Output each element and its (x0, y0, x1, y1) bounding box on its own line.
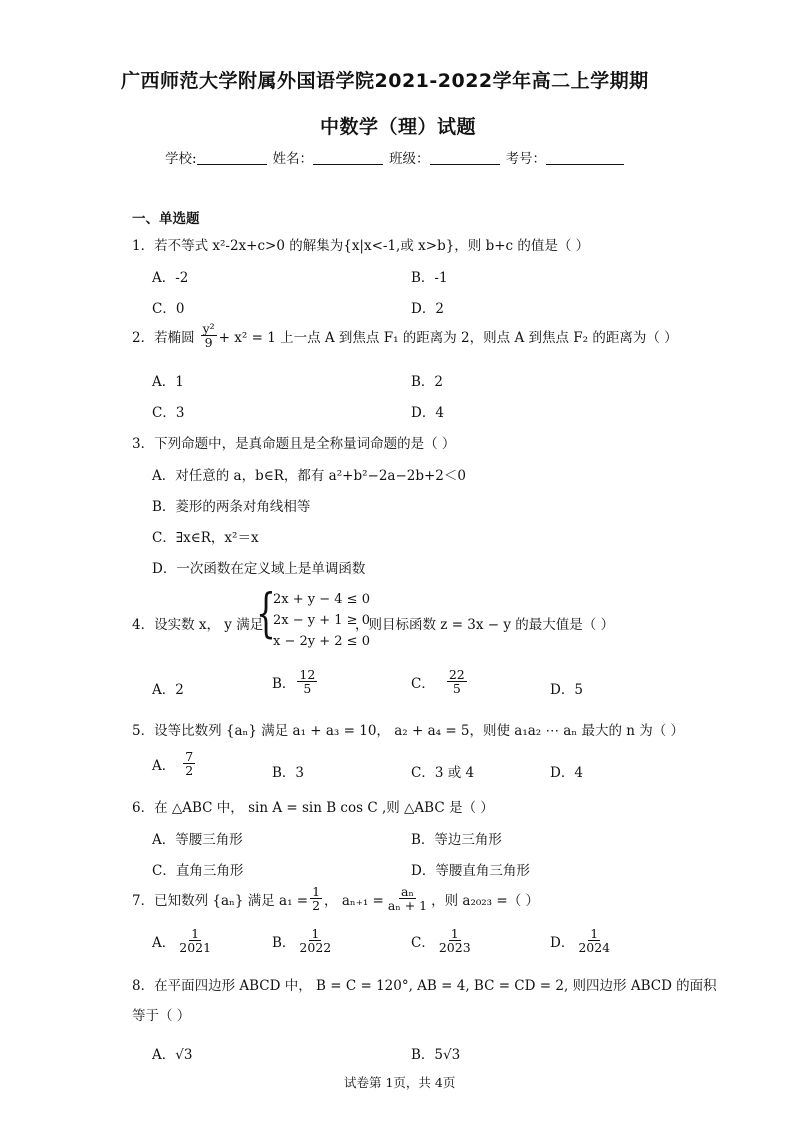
question-2-option-b: B．2 (411, 374, 444, 390)
question-7-suffix: ，则 a₂₀₂₃ =（ ） (431, 892, 539, 909)
question-1-option-c: C．0 (152, 301, 185, 317)
question-1-option-d: D．2 (411, 301, 444, 317)
recurrence-fraction (386, 885, 429, 912)
question-2-option-d: D．4 (411, 405, 444, 421)
question-8-stem-line2: 等于（ ） (132, 1008, 191, 1024)
class-blank (430, 152, 500, 165)
q4b-numerator: 12 (299, 667, 316, 682)
question-2-suffix: + x² = 1 上一点 A 到焦点 F₁ 的距离为 2，则点 A 到焦点 F₂ 的距离为（ ） (218, 329, 678, 346)
q7d-fraction (576, 927, 612, 954)
a1-numerator: 1 (312, 884, 321, 899)
question-3-option-b: B．菱形的两条对角线相等 (152, 499, 311, 515)
q7b-fraction (297, 927, 333, 954)
q7d-numerator: 1 (590, 926, 599, 941)
student-info-row (165, 147, 630, 167)
question-7-stem (132, 885, 539, 912)
question-7-option-a (152, 927, 215, 954)
question-8-stem-line1: 8．在平面四边形 ABCD 中， B = C = 120°, AB = 4, BC = CD = 2, 则四边形 ABCD 的面积 (132, 978, 717, 994)
school-label: 学校: (165, 151, 197, 167)
question-4-option-b-fraction (297, 668, 317, 695)
a1-fraction (310, 885, 322, 912)
constraint-brace: { (256, 584, 276, 644)
question-5-option-b: B．3 (272, 765, 305, 781)
question-6-option-c: C．直角三角形 (152, 863, 244, 879)
question-4-option-c-label: C． (411, 675, 435, 692)
exam-title-line1: 广西师范大学附属外国语学院2021-2022学年高二上学期期 (121, 70, 649, 92)
exam-title-line2: 中数学（理）试题 (320, 116, 477, 138)
q4b-denominator: 5 (303, 681, 312, 697)
q7d-label: D． (550, 934, 575, 951)
question-4-prefix: 4．设实数 x， y 满足 (132, 617, 264, 633)
constraint-1: 2x + y − 4 ≤ 0 (273, 592, 370, 607)
q7c-fraction (437, 927, 473, 954)
question-1-option-b: B．-1 (411, 270, 448, 286)
recurrence-numerator: aₙ (401, 884, 414, 899)
question-7-option-d (550, 927, 614, 954)
question-7-mid: ， aₙ₊₁ = (324, 892, 384, 909)
constraint-3: x − 2y + 2 ≤ 0 (273, 634, 370, 649)
q7d-denominator: 2024 (578, 940, 611, 956)
q7a-numerator: 1 (191, 926, 200, 941)
ellipse-fraction (201, 322, 217, 349)
school-blank (197, 152, 267, 165)
question-8-option-b: B．5√3 (411, 1047, 461, 1063)
q7c-denominator: 2023 (438, 940, 471, 956)
question-2-option-c: C．3 (152, 405, 185, 421)
question-5-option-a-fraction (183, 750, 195, 777)
question-6-option-a: A．等腰三角形 (152, 832, 243, 848)
section-heading-single-choice: 一、单选题 (132, 211, 200, 227)
question-4-option-a: A．2 (152, 682, 184, 698)
q7a-label: A． (152, 934, 176, 951)
ellipse-fraction-denominator: 9 (204, 335, 213, 351)
question-4-option-c-fraction (447, 668, 467, 695)
q5a-numerator: 7 (185, 749, 194, 764)
question-2-option-a: A．1 (152, 374, 184, 390)
question-6-option-b: B．等边三角形 (411, 832, 502, 848)
question-6-option-d: D．等腰直角三角形 (411, 863, 530, 879)
q4c-numerator: 22 (448, 667, 465, 682)
number-label: 考号： (505, 151, 547, 167)
question-8-option-a: A．√3 (152, 1047, 193, 1063)
ellipse-fraction-numerator: y² (202, 321, 215, 336)
question-5-option-a-label: A． (152, 757, 176, 774)
question-3-stem: 3．下列命题中，是真命题且是全称量词命题的是（ ） (132, 436, 456, 452)
question-5-option-d: D．4 (550, 765, 583, 781)
question-6-stem: 6．在 △ABC 中， sin A = sin B cos C ,则 △ABC 是（ ） (132, 800, 494, 816)
question-4-option-d: D．5 (550, 682, 583, 698)
q7b-numerator: 1 (311, 926, 320, 941)
question-7-option-c (411, 927, 475, 954)
question-4-option-b (272, 668, 319, 695)
question-2-prefix: 2．若椭圆 (132, 329, 195, 346)
question-3-option-a: A．对任意的 a，b∈R，都有 a²+b²−2a−2b+2＜0 (152, 468, 466, 484)
recurrence-denominator: aₙ + 1 (387, 898, 428, 914)
question-7-option-b (272, 927, 335, 954)
name-blank (313, 152, 383, 165)
number-blank (546, 152, 624, 165)
q7a-fraction (177, 927, 213, 954)
page-footer: 试卷第 1页，共 4页 (344, 1075, 456, 1090)
q7b-denominator: 2022 (299, 940, 332, 956)
question-5-option-a (152, 750, 197, 777)
a1-denominator: 2 (312, 898, 321, 914)
name-label: 姓名： (272, 151, 314, 167)
question-1-stem: 1．若不等式 x²-2x+c>0 的解集为{x|x<-1,或 x>b}，则 b+c 的值是（ ） (132, 238, 590, 254)
constraint-2: 2x − y + 1 ≥ 0 (273, 613, 370, 628)
question-3-option-c: C．∃x∈R，x²＝x (152, 530, 259, 546)
q5a-denominator: 2 (185, 763, 194, 779)
q4c-denominator: 5 (452, 681, 461, 697)
question-7-prefix: 7．已知数列 {aₙ} 满足 a₁ = (132, 892, 309, 909)
question-3-option-d: D．一次函数在定义域上是单调函数 (152, 561, 366, 577)
question-2-stem (132, 322, 678, 349)
question-4-suffix: ，则目标函数 z = 3x − y 的最大值是（ ） (355, 617, 615, 633)
question-5-stem: 5．设等比数列 {aₙ} 满足 a₁ + a₃ = 10， a₂ + a₄ = 5，则使 a₁a₂ ⋯ aₙ 最大的 n 为（ ） (132, 723, 685, 739)
question-5-option-c: C．3 或 4 (411, 765, 475, 781)
q7c-numerator: 1 (450, 926, 459, 941)
question-4-option-b-label: B． (272, 675, 296, 692)
class-label: 班级： (389, 151, 430, 167)
q7c-label: C． (411, 934, 435, 951)
q7b-label: B． (272, 934, 296, 951)
question-1-option-a: A．-2 (152, 270, 189, 286)
question-4-option-c (411, 668, 469, 695)
q7a-denominator: 2021 (179, 940, 212, 956)
